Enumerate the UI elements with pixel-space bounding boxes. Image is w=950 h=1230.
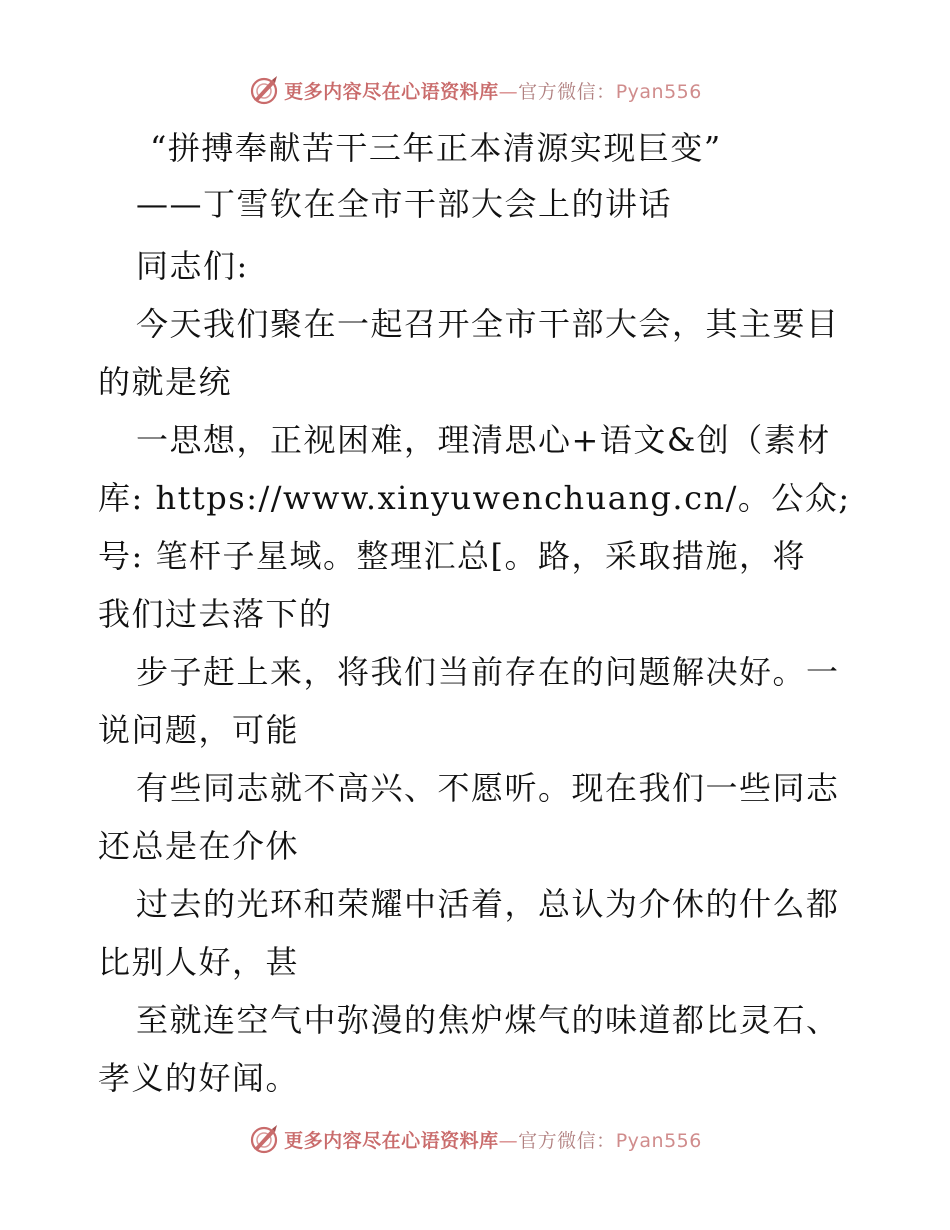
- banner-wechat-id: Pyan556: [615, 80, 702, 103]
- paragraph-line: 一思想，正视困难，理清思心+语文&创（素材: [136, 421, 831, 459]
- banner-separator: —: [498, 1129, 519, 1152]
- paragraph-line: 过去的光环和荣耀中活着，总认为介休的什么都: [136, 885, 840, 923]
- header-watermark-banner: [0, 70, 950, 110]
- paragraph-line: 号: 笔杆子星域。整理汇总[。路，采取措施，将: [98, 537, 806, 575]
- doc-subtitle: ——丁雪钦在全市干部大会上的讲话: [136, 185, 673, 223]
- paragraph-line: 还总是在介休: [98, 827, 300, 865]
- paragraph-line: 至就连空气中弥漫的焦炉煤气的味道都比灵石、: [136, 1001, 840, 1039]
- quill-logo-icon: [248, 74, 280, 106]
- banner-text: [284, 77, 702, 104]
- banner-wechat-label: 官方微信：: [518, 80, 616, 103]
- paragraph-line: 我们过去落下的: [98, 595, 333, 633]
- greeting: 同志们:: [136, 247, 249, 285]
- paragraph-line: 今天我们聚在一起召开全市干部大会，其主要目: [136, 305, 840, 343]
- banner-text: [284, 1126, 702, 1153]
- quill-logo-icon: [248, 1123, 280, 1155]
- footer-watermark-banner: [0, 1119, 950, 1159]
- banner-wechat-id: Pyan556: [615, 1129, 702, 1152]
- paragraph-line: 的就是统: [98, 363, 233, 401]
- paragraph-line: 有些同志就不高兴、不愿听。现在我们一些同志: [136, 769, 840, 807]
- banner-brand: 更多内容尽在心语资料库: [284, 80, 499, 103]
- paragraph-line: 库: https://www.xinyuwenchuang.cn/。公众;: [98, 479, 851, 517]
- doc-title: “拼搏奉献苦干三年正本清源实现巨变”: [150, 129, 722, 167]
- paragraph-line: 说问题，可能: [98, 711, 300, 749]
- paragraph-line: 步子赶上来，将我们当前存在的问题解决好。一: [136, 653, 840, 691]
- banner-wechat-label: 官方微信：: [518, 1129, 616, 1152]
- banner-separator: —: [498, 80, 519, 103]
- paragraph-line: 孝义的好闻。: [98, 1059, 300, 1097]
- banner-brand: 更多内容尽在心语资料库: [284, 1129, 499, 1152]
- paragraph-line: 比别人好，甚: [98, 943, 300, 981]
